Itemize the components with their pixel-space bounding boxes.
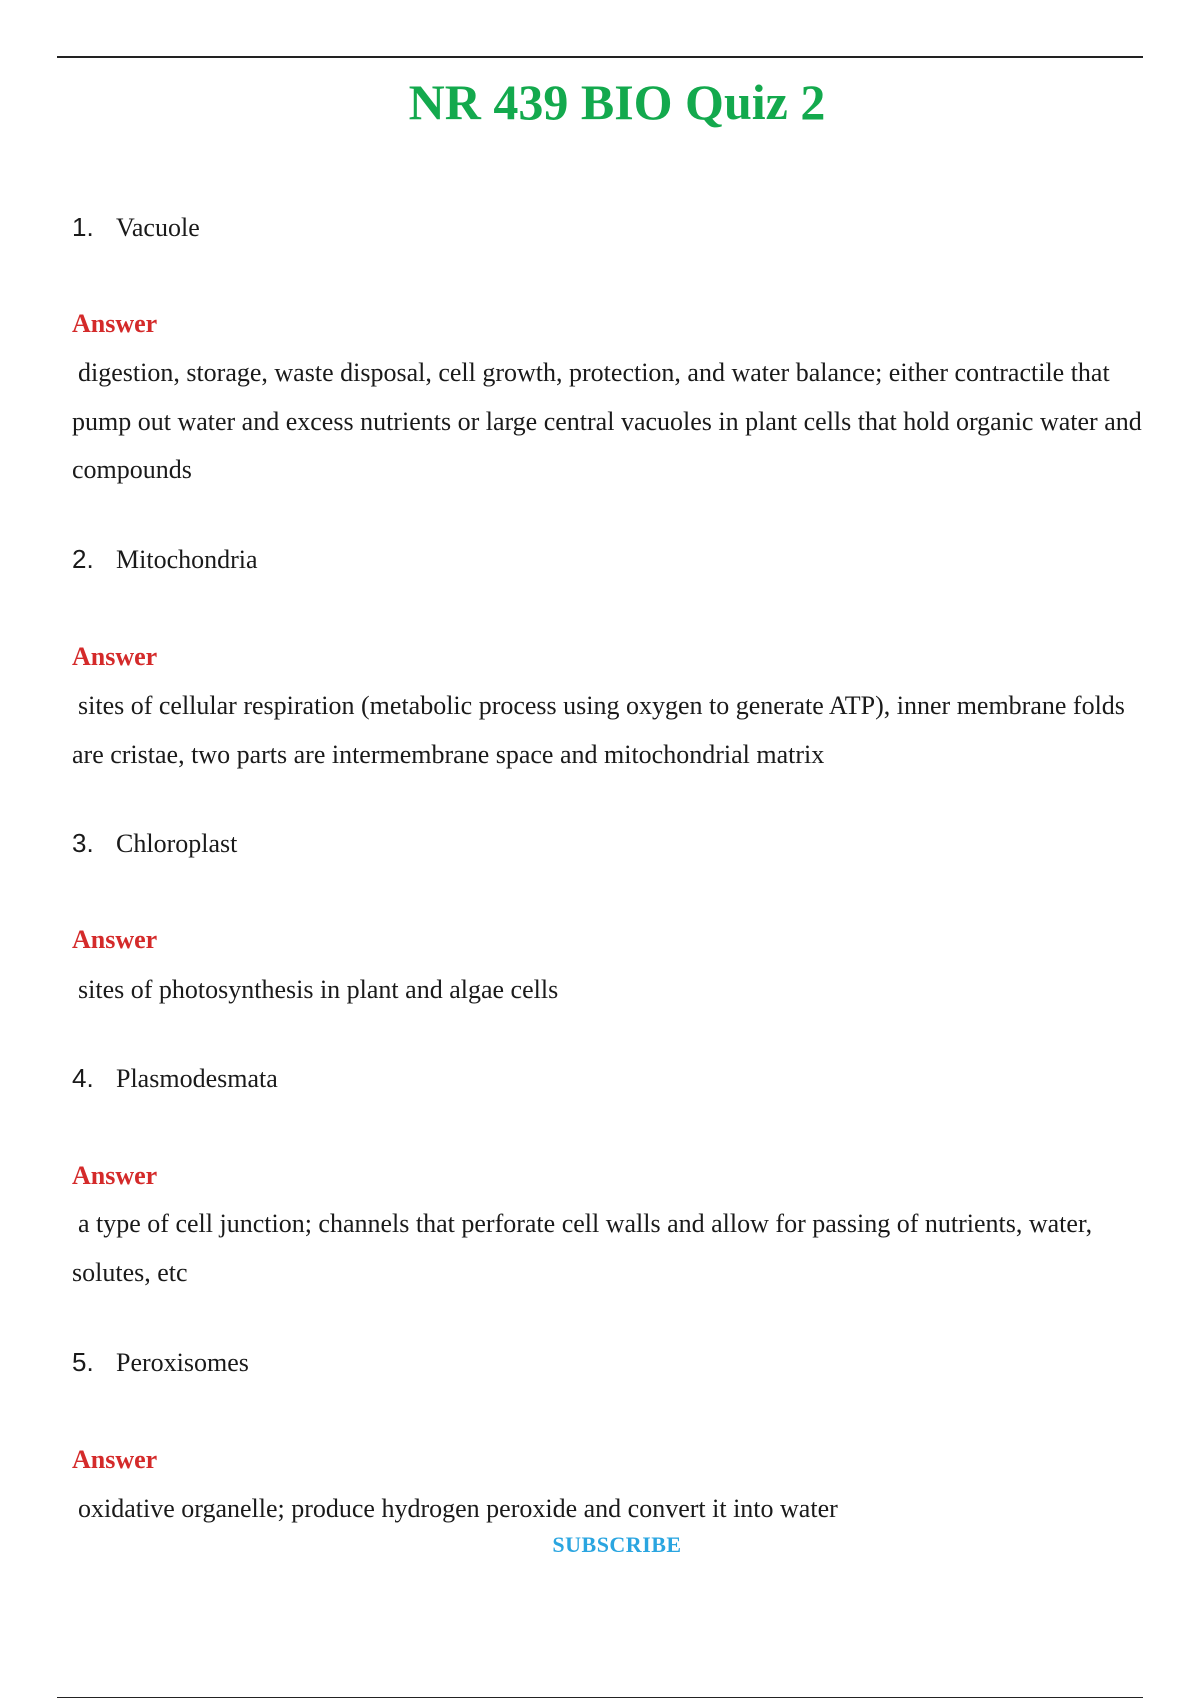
- question-number: 1.: [72, 212, 94, 242]
- bottom-rule: [57, 1697, 1143, 1698]
- answer-text-3: sites of photosynthesis in plant and algae cells: [78, 975, 559, 1004]
- question-term: Vacuole: [116, 213, 200, 242]
- question-1: [72, 211, 200, 244]
- answer-text-2: sites of cellular respiration (metabolic process using oxygen to generate ATP), inner membrane folds are cristae, two parts are intermembrane space and mitochondrial matrix: [72, 691, 1125, 769]
- question-5: [72, 1346, 249, 1379]
- question-2: [72, 543, 258, 576]
- answer-label-2: Answer: [72, 642, 158, 671]
- answer-text-5: oxidative organelle; produce hydrogen peroxide and convert it into water: [78, 1494, 838, 1523]
- question-4: [72, 1062, 278, 1095]
- question-3: [72, 827, 237, 860]
- document-title: NR 439 BIO Quiz 2: [408, 74, 826, 130]
- question-term: Plasmodesmata: [116, 1064, 278, 1093]
- question-number: 4.: [72, 1063, 94, 1093]
- answer-text-1: digestion, storage, waste disposal, cell growth, protection, and water balance; either contractile that pump out water and excess nutrients or large central vacuoles in plant cells that hold organic water and compounds: [72, 358, 1142, 484]
- question-term: Mitochondria: [116, 545, 258, 574]
- answer-text-4: a type of cell junction; channels that perforate cell walls and allow for passing of nutrients, water, solutes, etc: [72, 1209, 1093, 1287]
- question-number: 3.: [72, 828, 94, 858]
- question-number: 2.: [72, 544, 94, 574]
- question-term: Chloroplast: [116, 829, 238, 858]
- answer-label-5: Answer: [72, 1445, 158, 1474]
- answer-label-3: Answer: [72, 925, 158, 954]
- answer-label-1: Answer: [72, 309, 158, 338]
- question-number: 5.: [72, 1347, 94, 1377]
- question-term: Peroxisomes: [116, 1348, 249, 1377]
- subscribe-link[interactable]: SUBSCRIBE: [552, 1532, 682, 1557]
- top-rule: [57, 56, 1143, 58]
- answer-label-4: Answer: [72, 1161, 158, 1190]
